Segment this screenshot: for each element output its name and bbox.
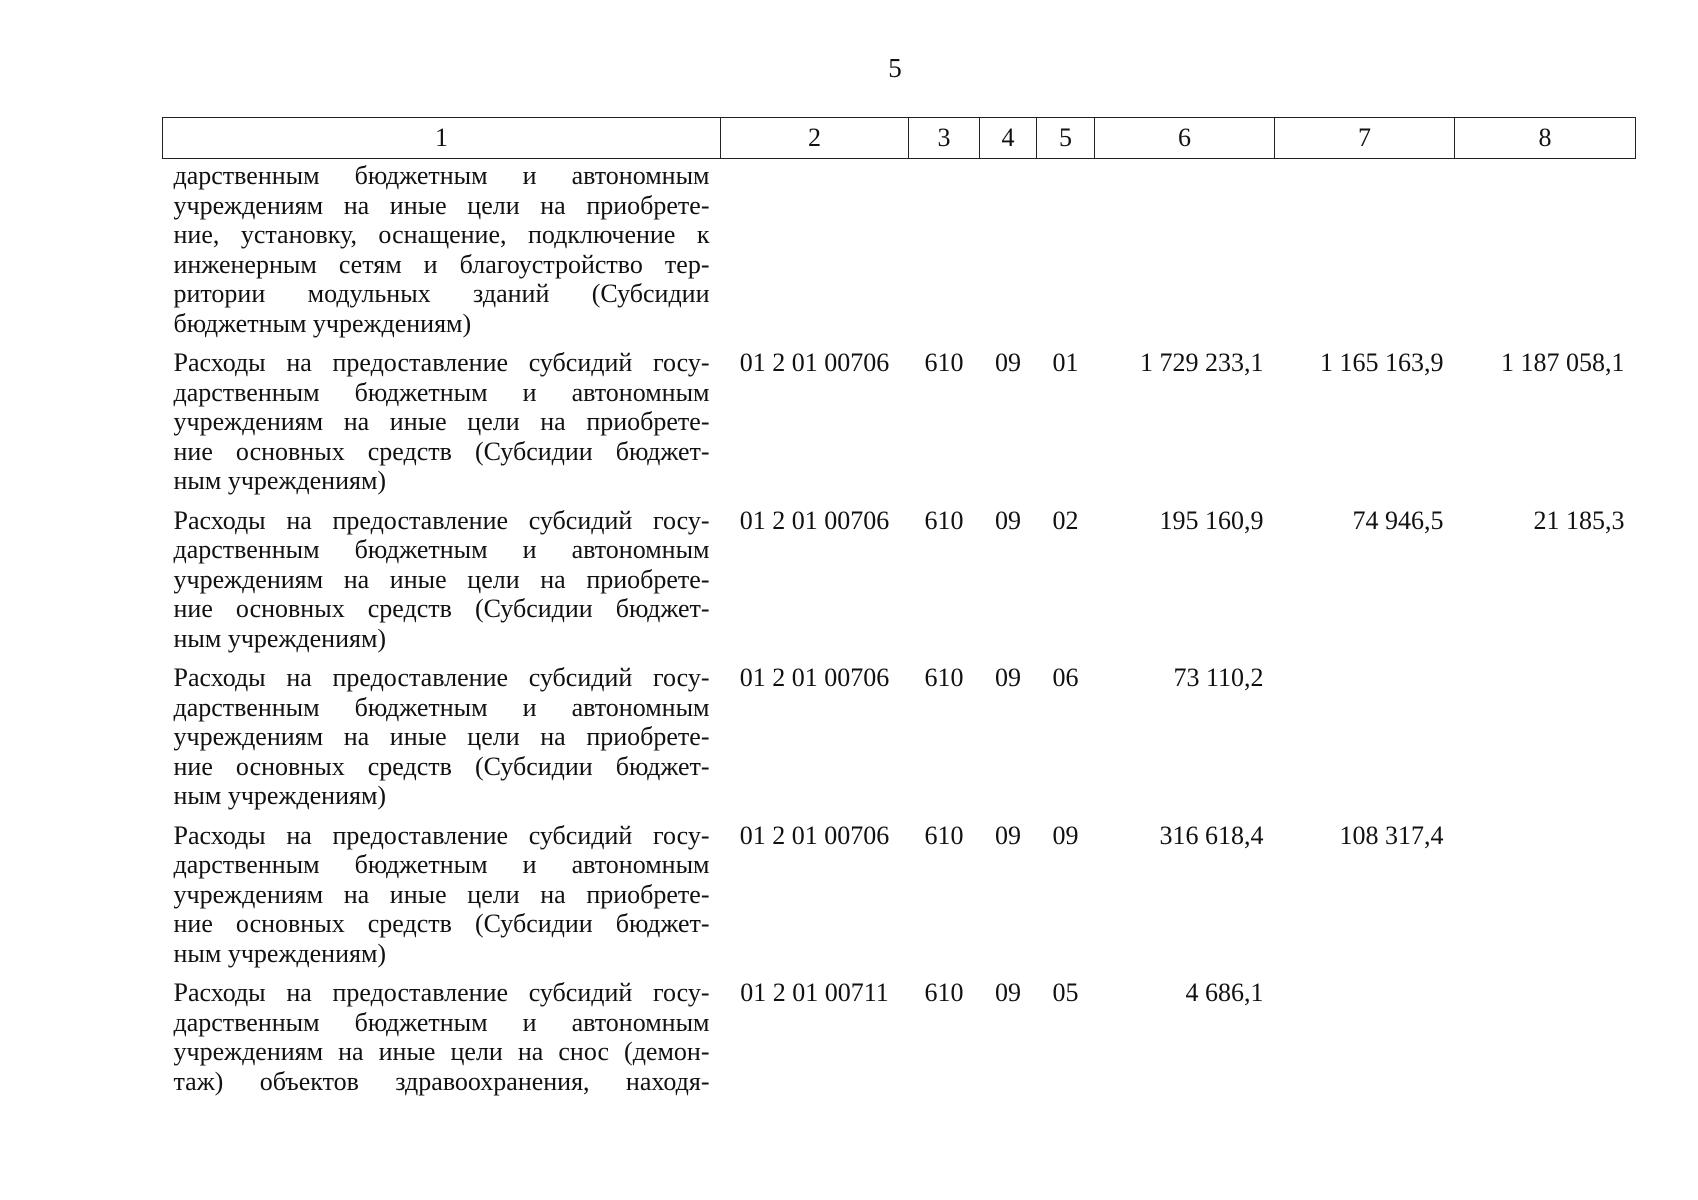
description-line: дарственным бюджетным и автономным [173, 850, 710, 879]
description-line: Расходы на предоставление субсидий госу- [173, 348, 710, 377]
budget-code [721, 159, 909, 349]
amount-year-1 [1095, 159, 1275, 349]
description-line: таж) объектов здравоохранения, находя- [173, 1066, 710, 1096]
subsection-code: 02 [1052, 505, 1079, 535]
description-line: учреждениям на иные цели на приобрете- [173, 407, 710, 436]
header-col-3: 3 [909, 118, 980, 159]
header-col-4: 4 [980, 118, 1037, 159]
subsection-code: 01 [1052, 348, 1079, 377]
expense-type: 610 [924, 663, 964, 692]
description-line: учреждениям на иные цели на снос (демон- [173, 1037, 710, 1066]
row-description [163, 821, 721, 979]
description-line: учреждениям на иные цели на приобрете- [173, 564, 710, 594]
table-row [163, 978, 1636, 1106]
table-row [163, 506, 1636, 664]
table-header [163, 118, 1636, 159]
amount-year-2 [1275, 159, 1455, 349]
section-code: 09 [995, 348, 1021, 377]
expense-type [909, 159, 980, 349]
row-description [163, 978, 721, 1106]
amount-year-1: 316 618,4 [1159, 820, 1264, 850]
description-line: ние основных средств (Субсидии бюджет- [173, 909, 710, 938]
row-description [163, 159, 721, 349]
description-line: инженерным сетям и благоустройство тер- [173, 249, 710, 279]
expense-type: 610 [924, 505, 964, 535]
amount-year-2 [1275, 978, 1455, 1106]
description-line: Расходы на предоставление субсидий госу- [173, 663, 710, 692]
description-line: ным учреждениям) [173, 938, 387, 968]
header-col-5: 5 [1037, 118, 1095, 159]
amount-year-3 [1455, 978, 1636, 1106]
table-row [163, 663, 1636, 821]
subsection-code [1037, 159, 1095, 349]
description-line: дарственным бюджетным и автономным [173, 1007, 710, 1037]
header-row [163, 118, 1636, 159]
amount-year-2: 1 165 163,9 [1320, 348, 1444, 377]
row-description [163, 506, 721, 664]
expense-type: 610 [924, 978, 964, 1007]
amount-year-2 [1275, 663, 1455, 821]
description-line: Расходы на предоставление субсидий госу- [173, 820, 710, 850]
budget-code: 01 2 01 00706 [739, 663, 890, 692]
budget-code: 01 2 01 00706 [739, 505, 890, 535]
description-line: Расходы на предоставление субсидий госу- [173, 505, 710, 535]
description-line: Расходы на предоставление субсидий госу- [173, 978, 710, 1007]
description-line: ние основных средств (Субсидии бюджет- [173, 751, 710, 781]
description-line: ным учреждениям) [173, 623, 387, 653]
row-description [163, 663, 721, 821]
header-col-6: 6 [1095, 118, 1275, 159]
section-code: 09 [995, 505, 1021, 535]
header-col-7: 7 [1275, 118, 1455, 159]
header-col-8: 8 [1455, 118, 1636, 159]
budget-table [162, 117, 1636, 1106]
subsection-code: 06 [1052, 663, 1079, 692]
description-line: дарственным бюджетным и автономным [173, 692, 710, 722]
section-code: 09 [995, 820, 1021, 850]
description-line: ным учреждениям) [173, 466, 387, 495]
table-row [163, 821, 1636, 979]
description-line: дарственным бюджетным и автономным [173, 377, 710, 407]
amount-year-3 [1455, 821, 1636, 979]
section-code [980, 159, 1037, 349]
expense-type: 610 [924, 820, 964, 850]
header-col-2: 2 [721, 118, 909, 159]
amount-year-3 [1455, 663, 1636, 821]
amount-year-1: 195 160,9 [1159, 505, 1264, 535]
description-line: учреждениям на иные цели на приобрете- [173, 722, 710, 751]
header-col-1: 1 [163, 118, 721, 159]
amount-year-3: 21 185,3 [1533, 505, 1625, 535]
subsection-code: 09 [1052, 820, 1079, 850]
budget-code: 01 2 01 00706 [739, 348, 890, 377]
description-line: ние основных средств (Субсидии бюджет- [173, 436, 710, 466]
amount-year-1: 1 729 233,1 [1140, 348, 1264, 377]
amount-year-3 [1455, 159, 1636, 349]
description-line: ным учреждениям) [173, 781, 387, 810]
amount-year-3: 1 187 058,1 [1501, 348, 1625, 377]
amount-year-2: 74 946,5 [1352, 505, 1444, 535]
description-line: учреждениям на иные цели на приобрете- [173, 879, 710, 909]
amount-year-1: 73 110,2 [1173, 663, 1264, 692]
section-code: 09 [995, 978, 1021, 1007]
amount-year-1: 4 686,1 [1185, 978, 1264, 1007]
page-number: 5 [888, 53, 902, 83]
description-line: ние, установку, оснащение, подключение к [173, 220, 710, 249]
amount-year-2: 108 317,4 [1339, 820, 1444, 850]
description-line: дарственным бюджетным и автономным [173, 161, 710, 190]
description-line: бюджетным учреждениям) [173, 308, 472, 338]
row-description [163, 348, 721, 506]
table-row [163, 159, 1636, 349]
description-line: ритории модульных зданий (Субсидии [173, 279, 710, 308]
description-line: учреждениям на иные цели на приобрете- [173, 190, 710, 220]
description-line: ние основных средств (Субсидии бюджет- [173, 594, 710, 623]
budget-code: 01 2 01 00706 [739, 820, 890, 850]
section-code: 09 [995, 663, 1021, 692]
budget-code: 01 2 01 00711 [740, 978, 889, 1007]
subsection-code: 05 [1052, 978, 1079, 1007]
description-line: дарственным бюджетным и автономным [173, 535, 710, 564]
table-body [163, 159, 1636, 1107]
table-row [163, 348, 1636, 506]
expense-type: 610 [924, 348, 964, 377]
